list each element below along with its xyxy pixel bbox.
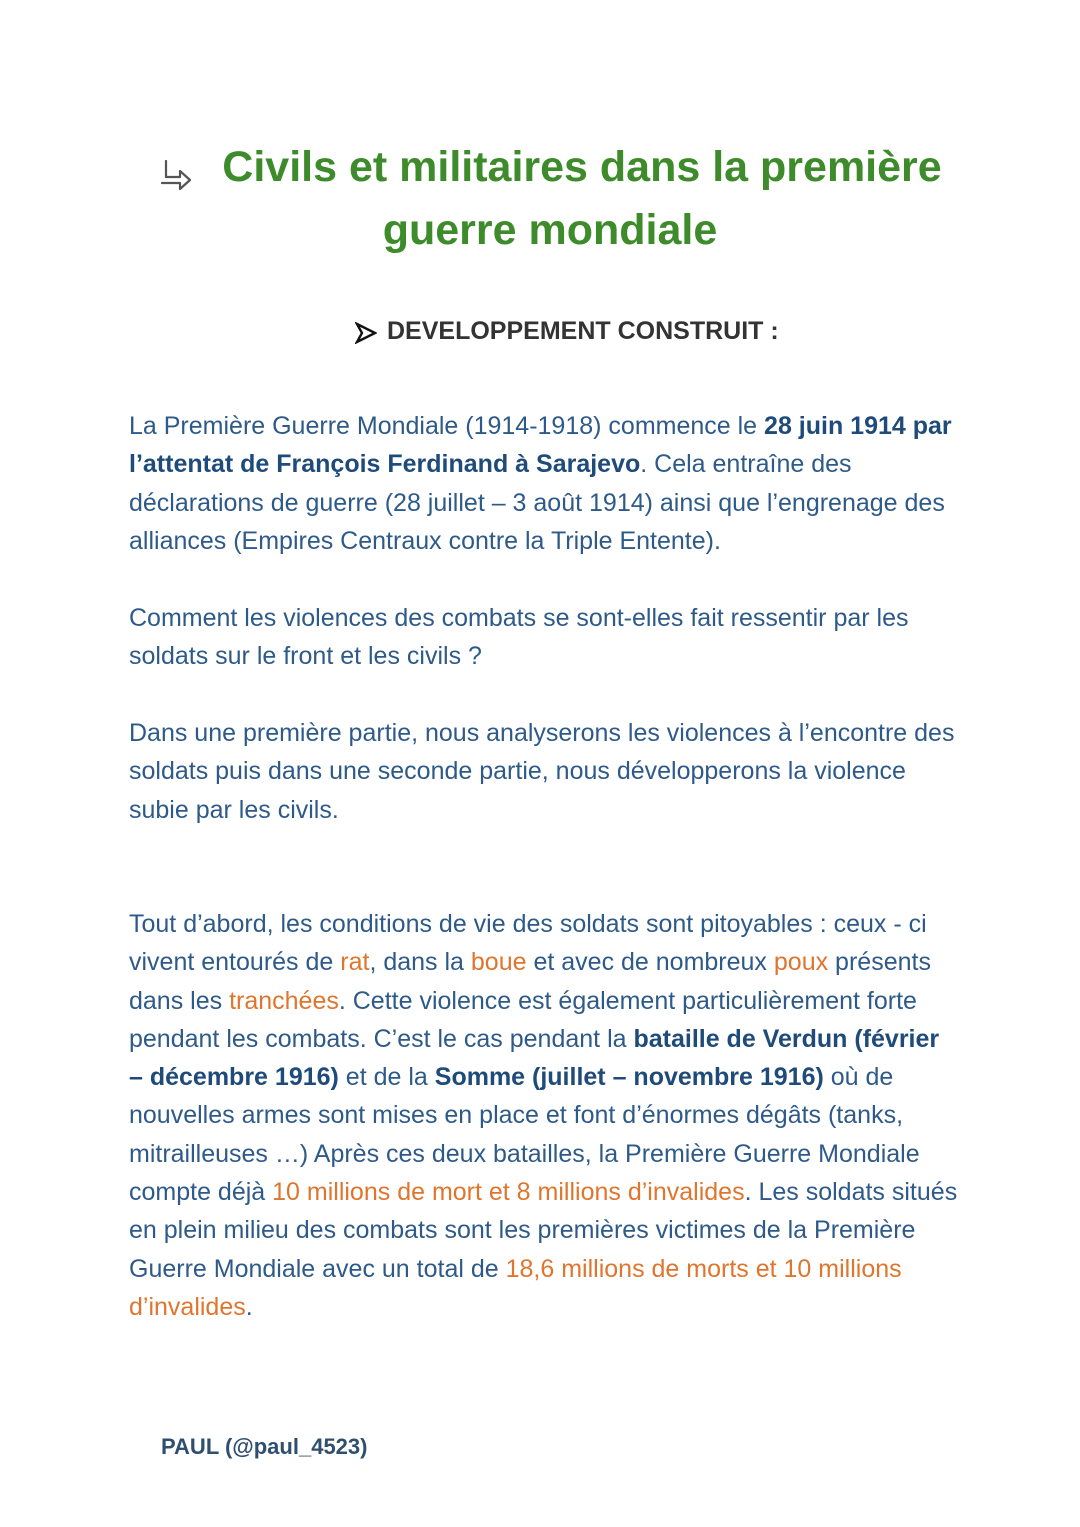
development-paragraph (129, 905, 959, 1326)
dev-highlight: rat (340, 948, 370, 977)
intro-text: La Première Guerre Mondiale (1914-1918) commence le (129, 412, 765, 440)
dev-text: Tout d’abord, les conditions de vie des soldats sont pitoyables : ceux - ci vivent entourés de (129, 910, 927, 977)
dev-bold: bataille de Verdun (février – décembre 1916) (129, 1024, 940, 1092)
dev-text: et avec de nombreux (526, 948, 774, 977)
plan-paragraph: Dans une première partie, nous analyserons les violences à l’encontre des soldats puis dans une seconde partie, nous développerons la violence subie par les civils. (129, 719, 955, 824)
dev-highlight: tranchées (229, 986, 339, 1015)
dev-text: et de la (338, 1063, 435, 1092)
dev-bold: Somme (juillet – novembre 1916) (434, 1063, 824, 1092)
section-heading-label: DEVELOPPEMENT CONSTRUIT : (387, 317, 779, 345)
dev-text: . Cette violence est également particulièrement forte pendant les combats. C’est le cas pendant la (129, 986, 917, 1053)
turn-right-arrow-icon (158, 148, 194, 184)
section-heading (355, 314, 779, 348)
dev-text: . Les soldats situés en plein milieu des combats sont les premières victimes de la Première Guerre Mondiale avec un total de (129, 1178, 958, 1283)
dev-text: où de nouvelles armes sont mises en place et font d’énormes dégâts (tanks, mitrailleuses …) Après ces deux batailles, la Première Guerre Mondiale compte déjà (129, 1063, 920, 1207)
intro-text: . Cela entraîne des déclarations de guerre (28 juillet – 3 août 1914) ainsi que l’engrenage des alliances (Empires Centraux contre la Triple Entente). (129, 450, 945, 555)
dev-highlight: 18,6 millions de morts et 10 millions d’invalides (129, 1254, 902, 1321)
author-signature: PAUL (@paul_4523) (161, 1434, 368, 1459)
problem-question: Comment les violences des combats se sont-elles fait ressentir par les soldats sur le front et les civils ? (129, 604, 909, 671)
intro-paragraph (129, 407, 959, 560)
title-line-2: guerre mondiale (382, 206, 718, 254)
dev-text: présents dans les (129, 948, 931, 1015)
title-line-1: Civils et militaires dans la première (222, 143, 942, 191)
dev-highlight: boue (470, 948, 527, 977)
dev-highlight: poux (773, 948, 829, 977)
arrowhead-bullet-icon (355, 319, 377, 341)
dev-text: . (245, 1292, 253, 1321)
dev-text: , dans la (369, 948, 471, 977)
page-title (150, 136, 950, 262)
dev-highlight: 10 millions de mort et 8 millions d’invalides (272, 1178, 745, 1207)
intro-bold-date: 28 juin 1914 par l’attentat de François Ferdinand à Sarajevo (129, 412, 952, 479)
